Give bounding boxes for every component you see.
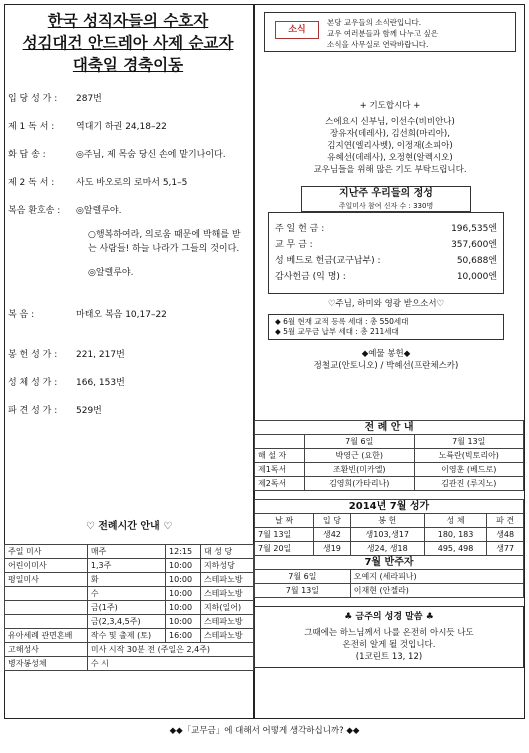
schedule-row: 주일 미사 매주 12:15 대 성 당	[5, 545, 254, 559]
table-row: 7월 20일 생19 생24, 생18 495, 498 생77	[255, 542, 524, 556]
schedule-row: 어린이미사 1,3주 10:00 지하성당	[5, 559, 254, 573]
donation-names: 정철교(안토니오) / 박혜선(프란체스카)	[313, 361, 459, 371]
table-row: 7월 6일 오예지 (세라피나)	[255, 570, 524, 584]
notice-text: 본당 교우들의 소식란입니다. 교우 여러분들과 함께 나누고 싶은 소식을 사무실로 연락바랍니다.	[327, 18, 438, 49]
prayer-title: + 기도합시다 +	[359, 101, 421, 111]
schedule-row: 유아세례 관면혼배 작수 및 출제 (토) 16:00 스테파노방	[5, 629, 254, 643]
schedule-row: 금(2,3,4,5주) 10:00 스테파노방	[5, 615, 254, 629]
table-row: 제1독서 조환빈(미카엘) 이영훈 (베드로)	[255, 463, 524, 477]
table-row: 해 설 자 박영근 (요한) 노륙란(빅토리아)	[255, 449, 524, 463]
stat-row: 감사헌금 (익 명) : 10,000엔	[275, 272, 497, 282]
accompanist-title: 7월 반주자	[255, 556, 524, 570]
schedule-row: 수 10:00 스테파노방	[5, 587, 254, 601]
schedule-row: 병자봉성체 수 시	[5, 657, 254, 671]
news-logo: 소식	[275, 21, 319, 39]
liturgy-section	[254, 420, 524, 668]
liturgy-title: 전 례 안 내	[255, 421, 524, 435]
right-column	[258, 8, 522, 372]
stats-title: 지난주 우리들의 정성 주일미사 참여 신자 수 : 330명	[301, 186, 471, 212]
item-alleluia: 복음 환호송 : ◎알렐루야.	[8, 206, 122, 216]
item-reading1: 제 1 독 서 : 역대기 하권 24,18–22	[8, 122, 167, 132]
item-entrance: 입 당 성 가 : 287번	[8, 94, 102, 104]
prayer-section: + 기도합시다 + 스에요시 신부님, 이선수(비비안나) 장유자(데레사), 김선희(마리아), 김지연(엘리사벳), 이정재(소피아) 유혜선(데레사), 오정현(알렉시오) 교우님들을 위해 많은 기도 부탁드립니다.	[258, 100, 522, 176]
weekly-verse-box: ♣ 금주의 성경 말씀 ♣ 그때에는 하느님께서 나를 온전히 아시듯 나도 온전히 알게 될 것입니다. (1코린트 13, 12)	[254, 606, 524, 668]
item-psalm: 화 답 송 : ◎주님, 제 목숨 당신 손에 맡기나이다.	[8, 150, 226, 160]
page-title	[8, 10, 248, 76]
weekly-verse-title: ♣ 금주의 성경 말씀 ♣	[344, 612, 434, 622]
schedule-table	[4, 544, 254, 671]
stat-row: 교 무 금 : 357,600엔	[275, 240, 497, 250]
schedule-row: 평일미사 화 10:00 스테파노방	[5, 573, 254, 587]
title-line-2: 성김대건 안드레아 사제 순교자	[22, 34, 234, 52]
item-reading2: 제 2 독 서 : 사도 바오로의 로마서 5,1–5	[8, 178, 188, 188]
table-row: 제2독서 김영희(가타리나) 김관진 (루지노)	[255, 477, 524, 491]
liturgy-items	[8, 92, 248, 418]
hymn-table: 2014년 7월 성가 날 짜 입 당 봉 헌 성 체 파 견 7월 13일 생42 생103,생17 180, 183 생48 7월 20일 생19 생24, 생18 495, 498 생77 7월 반주자 7월 6일 오예지 (세라피나) 7월 13일 이재현 (안젤라)	[254, 499, 524, 598]
title-line-3: 대축일 경축이동	[72, 56, 184, 74]
schedule-title: ♡ 전례시간 안내 ♡	[85, 521, 173, 532]
gospel-verse-end: ◎알렐루야.	[88, 268, 134, 278]
members-box: ◆ 6월 현재 교적 등록 세대 : 총 550세대 ◆ 5월 교무금 납부 세대 : 총 211세대	[268, 314, 504, 340]
stat-row: 주 일 헌 금 : 196,535엔	[275, 224, 497, 234]
title-line-1: 한국 성직자들의 수호자	[47, 12, 209, 30]
table-row: 7월 13일 생42 생103,생17 180, 183 생48	[255, 528, 524, 542]
stats-box	[268, 212, 504, 294]
stats-section	[268, 186, 504, 372]
schedule-section	[4, 517, 254, 671]
item-communion: 성 체 성 가 : 166, 153번	[8, 378, 125, 388]
donation-section	[268, 348, 504, 372]
donation-title: ◆예물 봉헌◆	[361, 349, 411, 359]
footer-text: ◆◆「교무금」에 대해서 어떻게 생각하십니까? ◆◆	[169, 726, 360, 736]
item-recessional: 파 견 성 가 : 529번	[8, 406, 102, 416]
item-gospel: 복 음 : 마태오 복음 10,17–22	[8, 310, 167, 320]
notice-box	[264, 12, 516, 52]
schedule-row: 금(1주) 10:00 지하(일어)	[5, 601, 254, 615]
schedule-row: 고해성사 미사 시작 30분 전 (주일은 2,4주)	[5, 643, 254, 657]
blessing-text: ♡주님, 하미와 영광 받으소서♡	[327, 299, 445, 309]
item-offertory: 봉 헌 성 가 : 221, 217번	[8, 350, 125, 360]
hymn-title: 2014년 7월 성가	[255, 500, 524, 514]
stat-row: 성 베드로 헌금(교구납부) : 50,688엔	[275, 256, 497, 266]
liturgy-table: 전 례 안 내 7월 6일 7월 13일 해 설 자 박영근 (요한) 노륙란(빅토리아) 제1독서 조환빈(미카엘) 이영훈 (베드로) 제2독서 김영희(가타리나) 김관진 (루지노)	[254, 420, 524, 491]
left-column	[8, 10, 248, 418]
table-row: 7월 13일 이재현 (안젤라)	[255, 584, 524, 598]
gospel-verse: ○행복하여라, 의로움 때문에 박해를 받는 사람들! 하늘 나라가 그들의 것이다.	[88, 230, 241, 254]
